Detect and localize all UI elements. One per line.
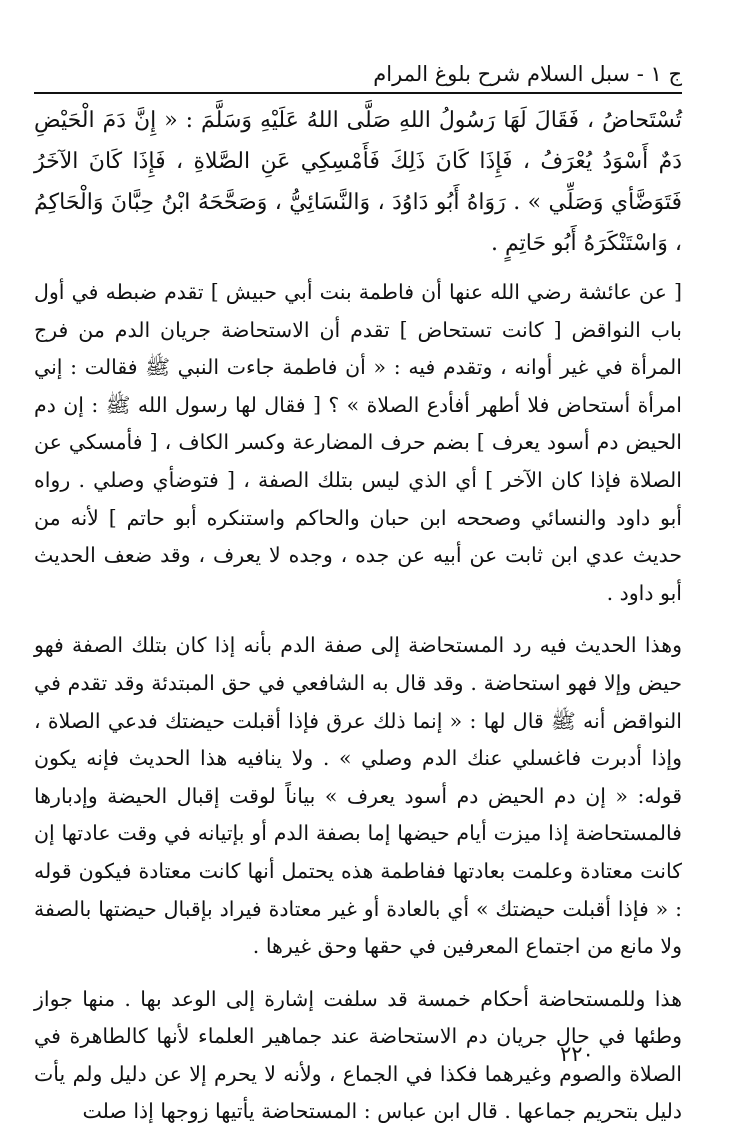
header-title: ج ١ - سبل السلام شرح بلوغ المرام: [373, 62, 682, 86]
commentary-paragraph: وهذا الحديث فيه رد المستحاضة إلى صفة الدم بأنه إذا كان بتلك الصفة فهو حيض وإلا فهو استحاضة . وقد قال به الشافعي في حق المبتدئة وقد تقدم في النواقض أنه ﷺ قال لها : « إنما ذلك عرق فإذا أقبلت حيضتك فدعي الصلاة ، وإذا أدبرت فاغسلي عنك الدم وصلي » . ولا ينافيه هذا الحديث فإنه يكون قوله: « إن دم الحيض دم أسود يعرف » بياناً لوقت إقبال الحيضة وإدبارها فالمستحاضة إذا ميزت أيام حيضها إما بصفة الدم أو بإتيانه في وقت عادتها إن كانت معتادة وعلمت بعادتها ففاطمة هذه يحتمل أنها كانت معتادة فيكون قوله : « فإذا أقبلت حيضتك » أي بالعادة أو غير معتادة فيراد بإقبال حيضتها بالصفة ولا مانع من اجتماع المعرفين في حقها وحق غيرها .: [34, 633, 682, 959]
commentary-paragraph: هذا وللمستحاضة أحكام خمسة قد سلفت إشارة إلى الوعد بها . منها جواز وطئها في حال جريان دم الاستحاضة عند جماهير العلماء لأنها كالطاهرة في الصلاة والصوم وغيرهما فكذا في الجماع ، ولأنه لا يحرم إلا عن دليل ولم يأت دليل بتحريم جماعها . قال ابن عباس : المستحاضة يأتيها زوجها إذا صلت: [34, 986, 682, 1124]
page-number: ٢٢٠: [560, 1042, 594, 1066]
running-header: [34, 56, 682, 94]
hadith-text: تُسْتَحاضُ ، فَقَالَ لَهَا رَسُولُ اللهِ صَلَّى اللهُ عَلَيْهِ وَسَلَّمَ : « إِنَّ دَمَ الْحَيْضِ دَمٌ أَسْوَدُ يُعْرَفُ ، فَإِذَا كَانَ ذَلِكَ فَأَمْسِكِي عَنِ الصَّلاةِ ، فَإِذَا كَانَ الآخَرُ فَتَوَضَّأي وَصَلِّي » . رَوَاهُ أَبُو دَاوُدَ ، وَالنَّسَائِيُّ ، وَصَحَّحَهُ ابْنُ حِبَّانَ وَالْحَاكِمُ ، وَاسْتَنْكَرَهُ أَبُو حَاتِمٍ .: [34, 108, 682, 256]
page-body: [34, 100, 682, 1146]
commentary-paragraph: [ عن عائشة رضي الله عنها أن فاطمة بنت أبي حبيش ] تقدم ضبطه في أول باب النواقض [ كانت تستحاض ] تقدم أن الاستحاضة جريان الدم من فرج المرأة في غير أوانه ، وتقدم فيه : « أن فاطمة جاءت النبي ﷺ فقالت : إني امرأة أستحاض فلا أطهر أفأدع الصلاة » ؟ [ فقال لها رسول الله ﷺ : إن دم الحيض دم أسود يعرف ] بضم حرف المضارعة وكسر الكاف ، [ فأمسكي عن الصلاة فإذا كان الآخر ] أي الذي ليس بتلك الصفة ، [ فتوضأي وصلي . رواه أبو داود والنسائي وصححه ابن حبان والحاكم واستنكره أبو حاتم ] لأنه من حديث عدي ابن ثابت عن أبيه عن جده ، وجده لا يعرف ، وقد ضعف الحديث أبو داود .: [34, 280, 683, 605]
